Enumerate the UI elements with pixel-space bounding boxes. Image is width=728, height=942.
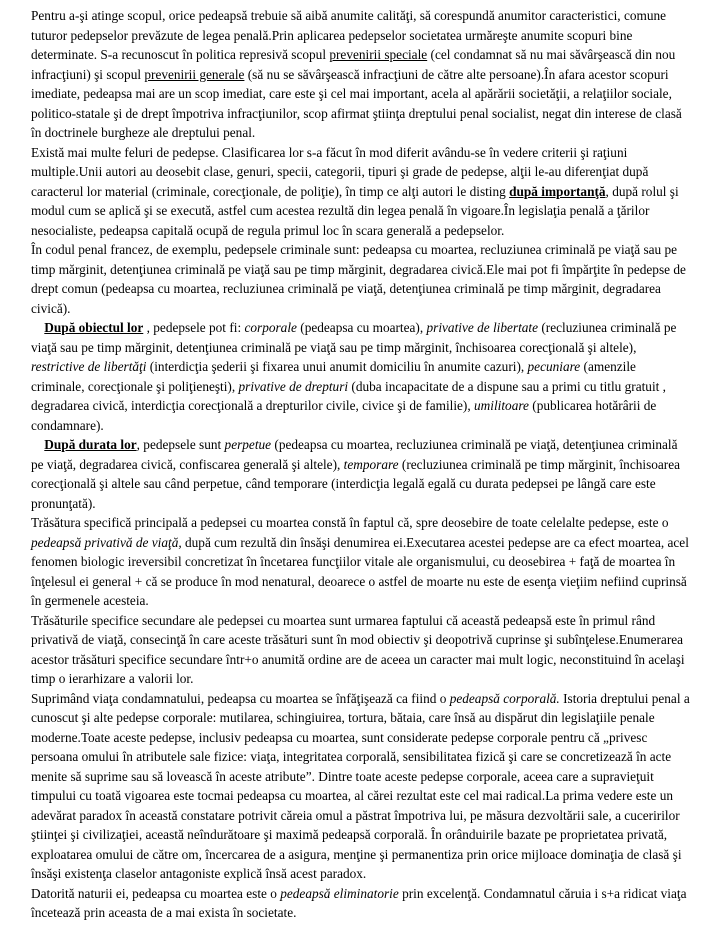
text-run: (duba incapacitate de a dispune sau a primi cu titlu gratuit , degradarea civică, interdicţia corecţională a drepturilor civile, civice şi de familie), <box>31 378 666 413</box>
italic-term: corporale <box>244 320 297 335</box>
text-run: prin excelenţă. Condamnatul căruia i s+a ridicat viaţa încetează prin aceasta de a mai exista în societate. <box>31 885 687 920</box>
paragraph-purpose-of-penalty <box>31 6 692 143</box>
heading-by-duration: După durata lor <box>44 437 137 452</box>
text-run: Suprimând viaţa condamnatului, pedeapsa cu moartea se înfăţişează ca fiind o <box>31 690 450 706</box>
text-run: (cel condamnat să nu mai săvârşească din nou infracţiuni) şi scopul <box>31 47 676 82</box>
text-run: , pedepsele pot fi: <box>143 320 245 335</box>
text-run: (să nu se săvârşească infracţiuni de către alte persoane).În afara acestor scopuri imediate, pedeapsa mai are un scop imediat, care este şi cel mai important, acela al apărării societăţii, a relaţiilor sociale, politico-statale şi de drept împotriva infracţiunilor, scop afirmat ştiinţa dreptului penal socialist, negat din interese de clasă în doctrinele burgheze ale dreptului penal. <box>31 66 682 140</box>
text-run: (amenzile criminale, corecţionale şi poliţieneşti), <box>31 359 636 394</box>
paragraph-eliminatory-penalty <box>31 884 692 923</box>
heading-by-object: După obiectul lor <box>44 320 144 335</box>
italic-term: pedeapsă eliminatorie <box>280 885 399 901</box>
italic-term: umilitoare <box>474 398 529 413</box>
text-run: , pedepsele sunt <box>136 437 225 452</box>
italic-term: privative de libertate <box>426 320 539 335</box>
text-run: (recluziunea criminală pe timp mărginit, închisoarea corecţională şi altele sau când perpetue, când temporare (interdicţia legală egală cu durata pedepsei pe lângă care este pronunţată). <box>31 456 681 511</box>
text-run: (pedeapsa cu moartea), <box>296 320 427 335</box>
paragraph-by-duration <box>31 435 692 513</box>
indent <box>31 320 44 335</box>
text-run: (recluziunea criminală pe viaţă sau pe timp mărginit, detenţiunea criminală pe viaţă sau pe timp mărginit, închisoarea corecţională şi altele), <box>31 320 677 355</box>
paragraph-french-code: În codul penal francez, de exemplu, pedepsele criminale sunt: pedeapsa cu moartea, recluziunea criminală pe viaţă sau pe timp mărginit, detenţiunea criminală pe viaţă sau pe timp mărginit, degradarea civică.Ele mai pot fi împărţite în pedepse de drept comun (pedeapsa cu moartea, recluziunea criminală pe viaţă, detenţiunea criminală pe timp mărginit, degradarea civică). <box>31 242 686 316</box>
italic-term: temporare <box>343 456 399 472</box>
paragraph-classification <box>31 143 692 241</box>
text-run: Datorită naturii ei, pedeapsa cu moartea este o <box>31 885 281 901</box>
italic-term: pedeapsă privativă de viaţă, <box>31 534 182 550</box>
italic-term: privative de drepturi <box>238 378 349 394</box>
text-run: după cum rezultă din însăşi denumirea ei.Executarea acestei pedepse are ca efect moartea, acel fenomen biologic ireversibil concretizat în încetarea funcţiilor vitale ale organismului, cu deosebirea + faţă de moartea în înţelesul ei general + că se produce în mod nenatural, deoarece o astfel de moarte nu este de esenţa vieţiim nefiind cuprinsă în germenele acesteia. <box>31 534 689 608</box>
text-run: (interdicţia şederii şi fixarea unui anumit domiciliu în anumite cazuri), <box>146 359 528 374</box>
paragraph-corporal-penalty <box>31 689 692 884</box>
text-run: (publicarea hotărârii de condamnare). <box>31 398 657 433</box>
underlined-term-general-prevention: prevenirii generale <box>144 66 245 82</box>
italic-term: pecuniare <box>527 359 581 374</box>
indent <box>31 437 44 452</box>
underlined-term-special-prevention: prevenirii speciale <box>329 47 428 62</box>
paragraph-by-object <box>31 318 692 435</box>
italic-term: restrictive de libertăţi <box>31 359 147 374</box>
text-run: Există mai multe feluri de pedepse. Clasificarea lor s-a făcut în mod diferit avându-se în vedere criterii şi raţiuni multiple.Unii autori au deosebit clase, genuri, specii, categorii, tipuri şi grade de pedepse, alţii le-au diferenţiat după caracterul lor material (criminale, corecţionale, de poliţie), în timp ce alţi autori le disting <box>31 144 649 199</box>
italic-term: perpetue <box>224 437 272 452</box>
paragraph-secondary-features: Trăsăturile specifice secundare ale pedepsei cu moartea sunt urmarea faptului că această pedeapsă este în primul rând privativă de viaţă, consecinţă în care aceste trăsături sunt în mod obiectiv şi deopotrivă cuprinse şi subînţelese.Enumerarea acestor trăsături specifice secundare într+o anumită ordine are de aceea un caracter mai mult logic, neconstituind în acelaşi timp o ierarhizare a valorii lor. <box>31 612 685 686</box>
paragraph-main-feature <box>31 513 692 611</box>
text-run: Istoria dreptului penal a cunoscut şi alte pedepse corporale: mutilarea, schingiuirea, tortura, bătaia, care însă au dispărut din legislaţiile penale moderne.Toate aceste pedepse, inclusiv pedeapsa cu moartea, sunt considerate pedepse corporale pentru că „privesc persoana omului în atributele sale fizice: viaţa, integritatea corporală, sensibilitatea fizică şi care se concretizează în acte menite să suprime sau să lovească în aceste atribute”. Dintre toate aceste pedepse corporale, aceea care a supravieţuit timpului cu toată vigoarea este tocmai pedeapsa cu moartea, al cărei rezultat este cel mai radical.La prima vedere este un adevărat paradox în această constatare potrivit căreia omul a păstrat împotriva lui, pe măsura dezvoltării sale, a cuceririlor ştiinţei şi civilizaţiei, această neîndurătoare şi maximă pedeapsă corporală. În orânduirile bazate pe proprietatea privată, exploatarea omului de către om, încercarea de a asigura, menţine şi permanentiza prin orice mijloace dominaţia de clasă şi însăşi existenţa claselor antagoniste explică însă acest paradox. <box>31 690 690 881</box>
text-run: (pedeapsa cu moartea, recluziunea criminală pe viaţă, detenţiunea criminală pe viaţă, degradarea civică, confiscarea generală şi altele), <box>31 437 678 472</box>
italic-term: pedeapsă corporală. <box>449 690 560 706</box>
text-run: Pentru a-şi atinge scopul, orice pedeapsă trebuie să aibă anumite calităţi, să corespundă anumitor caracteristici, comune tuturor pedepselor prevăzute de legea penală.Prin aplicarea pedepselor societatea urmăreşte anumite scopuri bine determinate. S-a recunoscut în politica represivă scopul <box>31 8 667 62</box>
text-run: , după rolul şi modul cum se aplică şi se execută, astfel cum acestea rezultă din legea penală în vigoare.În legislaţia penală a ţărilor nesocialiste, pedeapsa capitală ocupă de regula primul loc în scara generală a pedepselor. <box>31 183 679 238</box>
text-run: Trăsătura specifică principală a pedepsei cu moartea constă în faptul că, spre deosebire de toate celelalte pedepse, este o <box>31 515 669 530</box>
heading-by-importance: după importanţă <box>509 183 606 199</box>
